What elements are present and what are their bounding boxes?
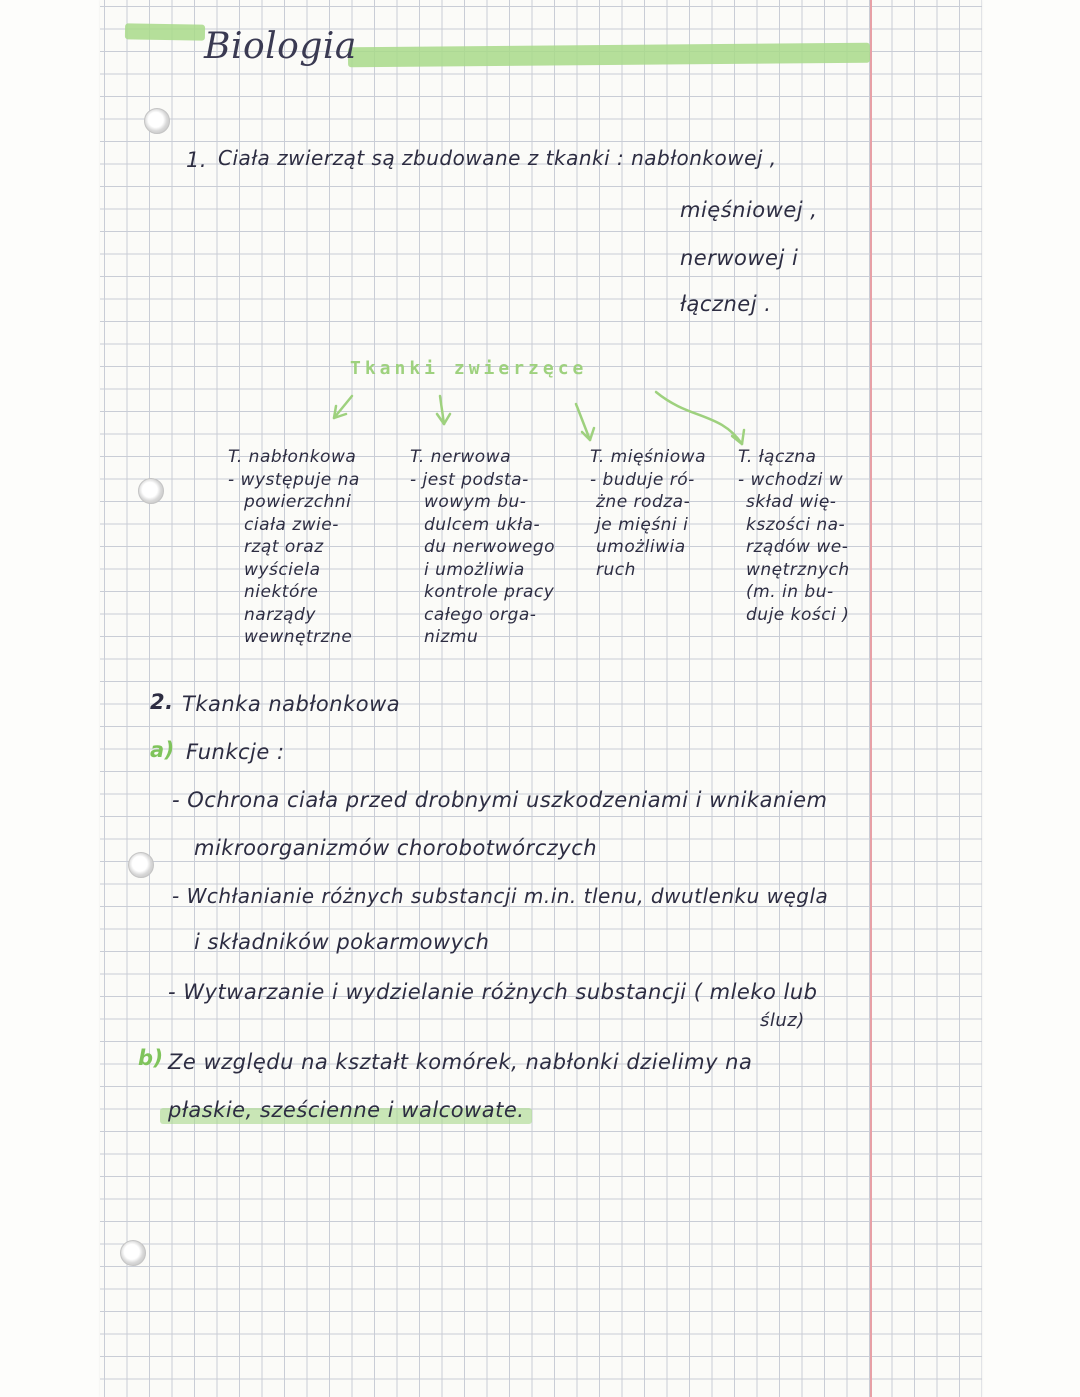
function-line: - Wchłanianie różnych substancji m.in. tlenu, dwutlenku węgla <box>172 884 829 908</box>
page-title: Biologia <box>204 26 357 67</box>
tissue-column-laczna <box>738 446 866 626</box>
function-line: i składników pokarmowych <box>194 930 490 954</box>
tissue-desc-line: kszości na- <box>746 514 846 535</box>
tissue-desc-line: je mięśni i <box>596 514 689 535</box>
tissue-desc-line: niektóre <box>244 582 319 602</box>
tissue-desc-line: kontrole pracy <box>424 582 555 602</box>
tissue-desc-line: całego orga- <box>424 604 537 625</box>
tissue-desc-line: narządy <box>244 604 316 625</box>
tissue-name: T. nerwowa <box>410 447 512 467</box>
section1-line: nerwowej i <box>680 246 799 270</box>
section1-line: mięśniowej , <box>680 198 818 222</box>
tissue-desc-line: - jest podsta- <box>410 469 529 490</box>
arrow-to-laczna <box>656 392 742 444</box>
tissue-desc-line: skład wię- <box>746 492 837 512</box>
function-line: - Wytwarzanie i wydzielanie różnych substancji ( mleko lub <box>168 980 818 1004</box>
tissue-column-miesniowa <box>590 446 730 581</box>
section2a-label: Funkcje : <box>186 740 285 764</box>
tissue-desc-line: wyściela <box>244 559 321 580</box>
tissue-desc-line: - wchodzi w <box>738 469 844 490</box>
tissue-desc-line: dulcem ukła- <box>424 514 541 535</box>
section2b-letter: b) <box>138 1046 164 1070</box>
tissue-name: T. mięśniowa <box>590 447 706 467</box>
tissue-column-nablonkowa <box>228 446 388 649</box>
tissue-desc-line: (m. in bu- <box>746 582 834 602</box>
tissue-desc-line: rządów we- <box>746 537 849 557</box>
tissue-desc-line: duje kości ) <box>746 604 850 625</box>
tissue-desc-line: wnętrznych <box>746 559 850 580</box>
tissue-name: T. nabłonkowa <box>228 447 357 467</box>
tissue-desc-line: i umożliwia <box>424 559 525 580</box>
section2-heading: Tkanka nabłonkowa <box>182 692 401 716</box>
tissue-desc-line: żne rodza- <box>596 492 691 512</box>
section2-number: 2. <box>150 690 174 714</box>
tissue-column-nerwowa <box>410 446 580 649</box>
section2b-answer: płaskie, sześcienne i walcowate. <box>168 1098 525 1122</box>
tissue-desc-line: - buduje ró- <box>590 469 695 490</box>
tissue-desc-line: powierzchni <box>244 492 352 512</box>
tissue-name: T. łączna <box>738 447 817 467</box>
tissue-desc-line: ruch <box>596 559 636 580</box>
function-line: śluz) <box>760 1010 805 1031</box>
section1-line: łącznej . <box>680 292 772 316</box>
section2a-letter: a) <box>150 738 175 762</box>
section1-intro: Ciała zwierząt są zbudowane z tkanki : nabłonkowej , <box>218 146 777 170</box>
section2b-line: Ze względu na kształt komórek, nabłonki dzielimy na <box>168 1050 753 1074</box>
tissue-desc-line: ciała zwie- <box>244 514 339 535</box>
section1-number: 1. <box>186 148 208 172</box>
function-line: - Ochrona ciała przed drobnymi uszkodzeniami i wnikaniem <box>172 788 828 812</box>
tissue-desc-line: du nerwowego <box>424 537 556 557</box>
tissue-desc-line: nizmu <box>424 627 479 647</box>
tissue-desc-line: - występuje na <box>228 469 360 490</box>
diagram-title: Tkanki zwierzęce <box>350 358 588 379</box>
tissue-desc-line: wewnętrzne <box>244 627 353 647</box>
function-line: mikroorganizmów chorobotwórczych <box>194 836 598 860</box>
tissue-desc-line: wowym bu- <box>424 492 527 512</box>
tissue-desc-line: umożliwia <box>596 537 686 557</box>
tissue-desc-line: rząt oraz <box>244 537 324 557</box>
